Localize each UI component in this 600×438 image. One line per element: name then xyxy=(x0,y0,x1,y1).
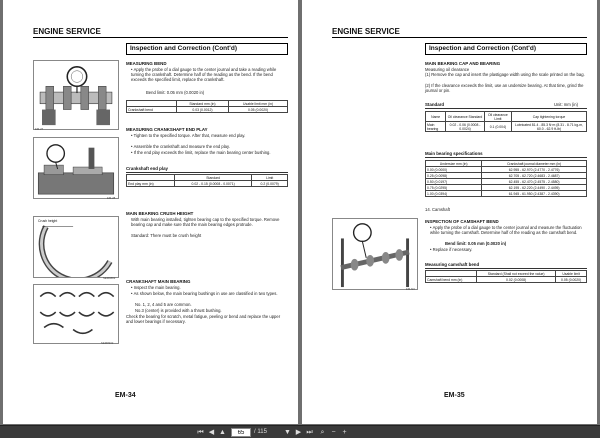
figure-code: EM-27 xyxy=(35,127,44,131)
table-title-camshaft-bend: Measuring camshaft bend xyxy=(425,262,480,267)
camshaft-bullet: • Replace if necessary. xyxy=(430,247,473,252)
table-unit: Unit: mm (in) xyxy=(554,102,578,107)
page-number-input[interactable] xyxy=(231,428,251,437)
page-number: EM-35 xyxy=(444,392,465,399)
figure-crush-height xyxy=(33,216,119,278)
table-row: 0.50 (0.0197) 62.455 - 62.470 (2.4575 - 2.4580) xyxy=(426,179,587,185)
figure-label-crush-height: Crush height xyxy=(38,219,58,223)
heading-camshaft-bend: INSPECTION OF CAMSHAFT BEND xyxy=(425,219,499,224)
figure-code: EM-28 xyxy=(107,196,116,200)
camshaft-limit: Bend limit: 0.05 mm (0.0020 in) xyxy=(445,241,507,246)
section-title: Inspection and Correction (Cont'd) xyxy=(126,43,288,55)
table-crankshaft-bend: Standard mm (in) Usable limit mm (in) Crankshaft bend 0.03 (0.0012) 0.05 (0.0020) xyxy=(126,100,288,113)
table-title-specifications: Main bearing specifications xyxy=(425,151,483,156)
table-row: 0.75 (0.0295) 62.195 - 62.220 (2.4490 - 2.4495) xyxy=(426,185,587,191)
heading-end-play: MEASURING CRANKSHAFT END PLAY xyxy=(126,127,208,132)
section-title: Inspection and Correction (Cont'd) xyxy=(425,43,587,55)
end-play-bullet: • Assemble the crankshaft and measure the end play. xyxy=(131,144,230,149)
page-header: ENGINE SERVICE xyxy=(332,27,587,38)
camshaft-bullet: • Apply the probe of a dial gauge to the center journal and measure the fluctuation while turning the camshaft. Determine half of the reading as the camshaft bend. xyxy=(430,225,582,236)
cap-step: (2) If the clearance exceeds the limit, use an undersize bearing. At that time, grind the journal or pin. xyxy=(425,83,584,94)
crush-height-standard: Standard: There must be crush height xyxy=(131,233,202,238)
figure-code: SEM0932 xyxy=(101,341,114,345)
end-play-bullet: • If the end play exceeds the limit, replace the main bearing center bushing. xyxy=(131,150,271,155)
main-bearing-bullet: • As shown below, the main bearing bushings in use are classified in two types. xyxy=(131,291,278,296)
page-count: / 115 xyxy=(254,429,267,435)
figure-crankshaft-dial-gauge xyxy=(33,60,119,130)
figure-camshaft-bend xyxy=(332,218,418,290)
table-row: 1.00 (0.0394) 61.945 - 61.950 (2.4387 - 2.4390) xyxy=(426,191,587,197)
figure-code: EM-N3 xyxy=(406,287,415,291)
page-header: ENGINE SERVICE xyxy=(33,27,288,38)
heading-crush-height: MAIN BEARING CRUSH HEIGHT xyxy=(126,211,194,216)
cap-intro: Measuring oil clearance xyxy=(425,67,470,72)
zoom-in-icon[interactable]: + xyxy=(342,429,347,436)
measuring-bend-limit: Bend limit: 0.05 mm (0.0020 in) xyxy=(146,90,205,95)
table-specifications: Undersize mm (in) Crankshaft journal diameter mm (in) 0.00 (0.0000) 62.955 - 62.970 (2.4770 - 2.4776) 0.25 (0.0098) 62.705 - 62.720 (2.4683 - 2.4687) 0.50 (0.0197) 62.455 - 62.470 (2.4575 - 2.4580) 0.75 (0.0295) 62.195 - 62.220 (2.4490 - 2.4495) 1.00 (0.0394) 61.945 - 61.950 (2.4387 - 2.4390) xyxy=(425,160,587,197)
table-row: 0.00 (0.0000) 62.955 - 62.970 (2.4770 - 2.4776) xyxy=(426,167,587,173)
page-em-34 xyxy=(3,0,298,424)
main-bearing-note: No.3 (center) is provided with a thrust bushing. xyxy=(135,308,222,313)
crush-height-text: With main bearing installed, tighten bearing cap to the specified torque. Remove bearing cap and make sure that the main bearing edges protrude. xyxy=(131,217,280,228)
main-bearing-bullet: • Inspect the main bearing. xyxy=(131,285,181,290)
heading-main-bearing: CRANKSHAFT MAIN BEARING xyxy=(126,279,191,284)
main-bearing-closing: Check the bearing for scratch, metal fatigue, peeling or bend and replace the upper and lower bearings if necessary. xyxy=(126,314,281,325)
end-play-bullet: • Tighten to the specified torque. After that, measure end play. xyxy=(131,133,246,138)
heading-measuring-bend: MEASURING BEND xyxy=(126,61,167,66)
table-standard: Name Oil clearance Standard Oil clearance Limit Cap tightening torque Main bearing 0.02 - 0.06 (0.0008 - 0.0024) 0.1 (0.004) Lubricated 81.4 - 85.3 N·m (8.31 - 8.71 kg-m, 60.0 - 62.9 ft-lb) xyxy=(425,111,587,132)
figure-end-play xyxy=(33,137,119,199)
next-page-icon[interactable]: ▶ xyxy=(295,429,302,436)
table-row: 0.25 (0.0098) 62.705 - 62.720 (2.4683 - 2.4687) xyxy=(426,173,587,179)
first-page-icon[interactable]: ⏮ xyxy=(197,429,204,436)
page-em-35 xyxy=(302,0,597,424)
page-down-icon[interactable]: ▼ xyxy=(284,429,291,436)
table-title-standard: Standard xyxy=(425,102,445,107)
page-up-icon[interactable]: ▲ xyxy=(219,429,226,436)
camshaft-item: 14. Camshaft xyxy=(425,207,450,212)
figure-code: SEM0882 xyxy=(103,276,116,280)
figure-main-bearings xyxy=(33,284,119,344)
measuring-bend-text: • Apply the probe of a dial gauge to the center journal and take a reading while turning the crankshaft. Determine half of the reading as the bend. If the bend exceeds the specified limit, replace the crankshaft. xyxy=(131,67,277,83)
viewer-toolbar xyxy=(0,425,600,438)
previous-page-icon[interactable]: ◀ xyxy=(208,429,215,436)
search-icon[interactable]: ⌕ xyxy=(320,429,325,436)
page-number: EM-34 xyxy=(115,392,136,399)
table-end-play: Standard Limit End play mm (in) 0.02 - 0.15 (0.0008 - 0.0071) 0.2 (0.0079) xyxy=(126,174,288,187)
main-bearing-note: No. 1, 2, 4 and 5 are common. xyxy=(135,302,192,307)
table-camshaft-bend: Standard (Shall not exceed the value) Usable limit Camshaft bend mm (in) 0.02 (0.0008) 0.05 (0.0020) xyxy=(425,270,587,283)
cap-step: (1) Remove the cap and insert the plastigage width using the scale printed on the bag. xyxy=(425,72,585,77)
last-page-icon[interactable]: ⏭ xyxy=(306,429,313,436)
heading-cap-and-bearing: MAIN BEARING CAP AND BEARING xyxy=(425,61,501,66)
zoom-out-icon[interactable]: − xyxy=(331,429,336,436)
table-title-end-play: Crankshaft end play xyxy=(126,166,168,171)
